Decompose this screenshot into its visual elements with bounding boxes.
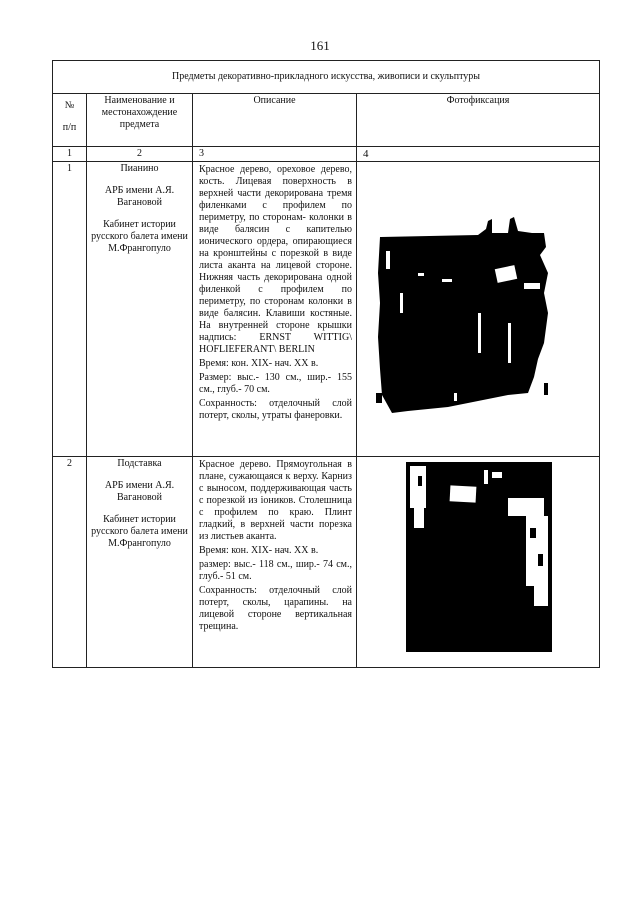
column-number-1: 1 bbox=[53, 147, 87, 162]
item-description-cell bbox=[193, 457, 357, 668]
column-number-3: 3 bbox=[193, 147, 357, 162]
row-number: 1 bbox=[53, 162, 87, 457]
item-location-room: Кабинет истории русского балета имени М.Франгопуло bbox=[91, 514, 188, 549]
item-title: Пианино bbox=[120, 163, 159, 174]
item-description-cell bbox=[193, 162, 357, 457]
table-row bbox=[53, 162, 600, 457]
header-number bbox=[53, 94, 87, 147]
column-number-4: 4 bbox=[357, 147, 600, 162]
item-description: Красное дерево. Прямоугольная в плане, сужающаяся к верху. Карниз с выносом, поддерживающая часть с порезкой из ioников. Столешница с профилем по краю. Плинт гладкий, в верхней части порезка из листьев аканта. bbox=[199, 459, 352, 542]
item-time: Время: кон. XIX- нач. XX в. bbox=[199, 358, 319, 369]
table-row bbox=[53, 457, 600, 668]
item-photo-cell bbox=[357, 457, 600, 668]
table-caption: Предметы декоративно-прикладного искусства, живописи и скульптуры bbox=[53, 61, 600, 94]
item-location-room: Кабинет истории русского балета имени М.Франгопуло bbox=[91, 219, 188, 254]
header-number-line2: п/п bbox=[62, 122, 77, 133]
objects-table bbox=[52, 60, 600, 668]
header-photo: Фотофиксация bbox=[357, 94, 600, 147]
item-location-org: АРБ имени А.Я. Вагановой bbox=[104, 480, 175, 503]
item-name-cell bbox=[87, 457, 193, 668]
item-name-cell bbox=[87, 162, 193, 457]
item-condition: Сохранность: отделочный слой потерт, сколы, утраты фанеровки. bbox=[199, 398, 352, 421]
item-size: Размер: выс.- 130 см., шир.- 155 см., глуб.- 70 см. bbox=[199, 372, 352, 395]
stand-photo bbox=[358, 458, 601, 666]
page-number: 161 bbox=[310, 38, 330, 53]
item-photo-cell bbox=[357, 162, 600, 457]
header-number-line1: № bbox=[64, 100, 75, 111]
column-number-2: 2 bbox=[87, 147, 193, 162]
item-title: Подставка bbox=[117, 458, 162, 469]
piano-photo bbox=[358, 163, 601, 455]
item-size: размер: выс.- 118 см., шир.- 74 см., глуб.- 51 см. bbox=[199, 559, 352, 582]
item-condition: Сохранность: отделочный слой потерт, сколы, царапины. на лицевой стороне вертикальная трещина. bbox=[199, 585, 352, 632]
item-location-org: АРБ имени А.Я. Вагановой bbox=[104, 185, 175, 208]
header-description: Описание bbox=[193, 94, 357, 147]
header-name: Наименование и местонахождение предмета bbox=[87, 94, 193, 147]
item-time: Время: кон. XIX- нач. XX в. bbox=[199, 545, 319, 556]
item-description: Красное дерево, ореховое дерево, кость. Лицевая поверхность в верхней части декорирована тремя филенками с профилем по периметру, по сторонам- колонки в виде балясин с капителью ионического ордера, опирающиеся на кронштейны с порезкой в виде листа аканта на лицевой стороне. Нижняя часть декорирована одной филенкой с профилем по периметру, по сторонам колонки в виде балясин. Клавиши костяные. На внутренней стороне крышки надпись: ERNST WITTIG\ HOFLIEFERANT\ BERLIN bbox=[199, 164, 352, 355]
row-number: 2 bbox=[53, 457, 87, 668]
